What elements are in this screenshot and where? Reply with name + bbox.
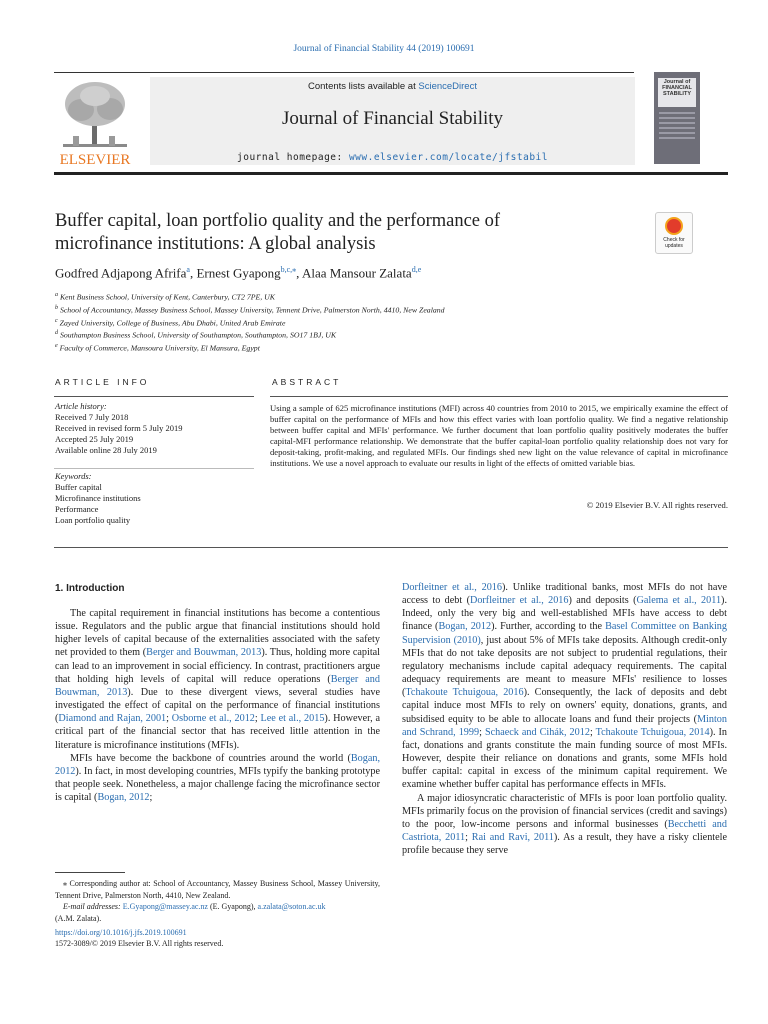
sciencedirect-link[interactable]: ScienceDirect: [418, 81, 477, 92]
journal-cover-image: [654, 72, 700, 164]
citation-link[interactable]: Berger and Bouwman, 2013: [146, 647, 262, 659]
cover-title: Journal of FINANCIAL STABILITY: [658, 78, 696, 107]
bookmark-icon: [665, 217, 683, 235]
author-affil-sup[interactable]: b,c,⁎: [280, 265, 297, 274]
citation-link[interactable]: Bogan, 2012: [438, 621, 492, 633]
affiliation: $^a$ Kent Business School, University of Kent, Canterbury, CT2 7PE, UK: [55, 292, 276, 302]
citation-link[interactable]: Dorfleitner et al., 2016: [469, 595, 569, 607]
citation-link[interactable]: Bogan, 2012: [97, 792, 150, 804]
author-name[interactable]: Ernest Gyapong: [196, 265, 281, 281]
article-title: [55, 210, 615, 256]
keyword: Loan portfolio quality: [55, 515, 131, 525]
footnote-divider: [55, 872, 125, 873]
text-run: ). In fact, in most developing countries, MFIs typify the banking prototype that people seek. Nonetheless, a major challenge facing the microfinance sector is capital (: [55, 765, 380, 804]
publisher-wordmark: ELSEVIER: [59, 152, 131, 168]
affiliation: $^c$ Zayed University, College of Business, Abu Dhabi, United Arab Emirate: [55, 317, 286, 328]
header-divider: [54, 172, 728, 175]
divider: [54, 72, 634, 73]
history-item: Accepted 25 July 2019: [55, 434, 134, 444]
keyword: Buffer capital: [55, 482, 102, 492]
divider: [54, 396, 254, 397]
text-run: ). Indeed, only the very big and well-established MFIs have access to debt finance (: [402, 595, 727, 633]
email-label: E-mail addresses:: [63, 902, 123, 911]
contents-line: [150, 81, 635, 92]
text-run: The capital requirement in financial institutions has become a contentious issue. Regulators and the public argue that financial institutions should hold higher levels of capital because of the externalities associated with the safety net provided to them (: [55, 608, 380, 659]
citation-link[interactable]: Dorfleitner et al., 2016: [402, 582, 502, 593]
citation-link[interactable]: Berger and Bouwman, 2013: [55, 673, 380, 698]
author-list: Godfred Adjapong Afrifa$^a$, Ernest Gyapong$^{b,c,⁎}$, Alaa Mansour Zalata$^{d,e}$: [55, 265, 422, 281]
paragraph: [402, 792, 727, 858]
citation-link[interactable]: Tchakoute Tchuigoua, 2016: [405, 687, 524, 699]
text-run: ;: [149, 792, 153, 804]
history-item: Available online 28 July 2019: [55, 445, 157, 455]
keyword: Performance: [55, 504, 99, 514]
affiliation: $^b$ School of Accountancy, Massey Business School, Massey University, Tennent Drive, Palmerston North, 4410, New Zealand: [55, 304, 445, 315]
corresponding-author-note: ⁎ Corresponding author at: School of Accountancy, Massey Business School, Massey University, Tennent Drive, Palmerston North, 4410, New Zealand.: [55, 879, 380, 900]
doi-block: [55, 927, 223, 949]
history-item: Received in revised form 5 July 2019: [55, 423, 183, 433]
text-run: ). In fact, donations and grants constitute the main funding source of most MFIs. However, despite their reliance on donations and grants, some MFIs hold buffer capital: capital in excess of the minimum capital requirement. We examine whether buffer capital has performance effects in MFIs.: [402, 726, 728, 791]
author-affil-sup[interactable]: d,e: [411, 265, 422, 274]
cover-decoration: [659, 112, 695, 142]
email-link[interactable]: a.zalata@soton.ac.uk: [257, 902, 326, 911]
email-owner: (E. Gyapong),: [207, 902, 258, 911]
citation-link[interactable]: Diamond and Rajan, 2001: [58, 713, 167, 725]
divider: [54, 468, 254, 469]
author-name[interactable]: Alaa Mansour Zalata: [301, 265, 412, 281]
homepage-prefix: journal homepage:: [237, 152, 349, 163]
doi-link[interactable]: https://doi.org/10.1016/j.jfs.2019.100691: [55, 928, 187, 937]
keyword: Microfinance institutions: [55, 493, 141, 503]
citation-link[interactable]: Basel Committee on Banking Supervision (2010): [402, 621, 727, 646]
journal-reference[interactable]: Journal of Financial Stability 44 (2019) 100691: [293, 44, 475, 54]
author-name[interactable]: Godfred Adjapong Afrifa: [55, 265, 187, 281]
issn-copyright: 1572-3089/© 2019 Elsevier B.V. All rights reserved.: [55, 939, 224, 948]
text-run: ). Unlike traditional banks, most MFIs do not have access to debt (: [402, 582, 727, 607]
abstract-copyright: © 2019 Elsevier B.V. All rights reserved.: [586, 500, 728, 510]
title-line-2: microfinance institutions: A global analysis: [55, 234, 376, 254]
email-link[interactable]: E.Gyapong@massey.ac.nz: [122, 902, 208, 911]
keywords: [55, 471, 255, 526]
homepage-line: [150, 152, 635, 163]
citation-link[interactable]: Tchakoute Tchuigoua, 2014: [595, 726, 710, 738]
homepage-link[interactable]: www.elsevier.com/locate/jfstabil: [348, 152, 548, 163]
paragraph: [402, 581, 727, 792]
footnote: [55, 878, 380, 924]
text-run: ;: [254, 713, 261, 725]
abstract-text: Using a sample of 625 microfinance institutions (MFI) across 40 countries from 2010 to 2015, we empirically examine the effect of buffer capital on the performance of MFIs and how this effect varies with loan portfolio quality. We find a negative relationship between buffer capital and MFIs' performance. We further document that loan portfolio quality positively moderates the buffer capital-MFI performance relationship. We demonstrate that the buffer capital-loan portfolio quality relationship does not vary for deposit-taking, profit-making, and regulated MFIs. Our findings shed new light on the value relevance of capital in microfinance institutions. We use a novel approach to evaluate our results in light of the effects of omitted variable bias.: [270, 403, 728, 468]
author-affil-sup[interactable]: a: [186, 265, 190, 274]
text-run: ). However, a critical part of the financial sector that has received little attention in the literature is microfinance institutions (MFIs).: [55, 713, 380, 751]
contents-prefix: Contents lists available at: [308, 81, 419, 92]
text-run: ). Further, according to the: [491, 621, 606, 633]
section-heading: 1. Introduction: [55, 583, 125, 594]
citation-link[interactable]: Minton and Schrand, 1999: [402, 713, 727, 738]
affiliation: $^d$ Southampton Business School, University of Southampton, Southampton, SO17 1BJ, UK: [55, 330, 337, 340]
citation-link[interactable]: Galema et al., 2011: [636, 595, 722, 607]
text-run: ;: [465, 831, 472, 843]
text-run: ). Thus, holding more capital can lead to an improvement in social efficiency. In contrast, practitioners argue that holding high levels of capital will reduce operations (: [55, 647, 381, 685]
abstract-heading: ABSTRACT: [272, 377, 342, 387]
text-run: A major idiosyncratic characteristic of MFIs is poor loan portfolio quality. MFIs primarily focus on the provision of financial services (credit and savings) to the poor, low-income persons and informal businesses (: [402, 792, 727, 830]
paragraph: [55, 752, 380, 805]
text-run: ;: [479, 726, 485, 738]
article-info-heading: ARTICLE INFO: [55, 377, 150, 387]
affiliation-list: [55, 290, 445, 354]
affiliation: $^e$ Faculty of Commerce, Mansoura University, El Mansura, Egypt: [55, 343, 260, 353]
email-owner: (A.M. Zalata).: [55, 913, 102, 923]
journal-title: Journal of Financial Stability: [281, 108, 504, 129]
title-line-1: Buffer capital, loan portfolio quality and the performance of: [55, 211, 501, 231]
body-column-right: [402, 581, 727, 857]
citation-link[interactable]: Bogan, 2012: [55, 752, 380, 777]
citation-link[interactable]: Becchetti and Castriota, 2011: [402, 818, 727, 843]
text-run: , just about 5% of MFIs take deposits. Although credit-only MFIs that do not take deposits are not subject to prudential regulations, their regulatory mechanisms include capital adequacy requirements. The capital adequacy requirements are meant to measure MFIs' resilience to losses (: [402, 634, 727, 699]
citation-link[interactable]: Rai and Ravi, 2011: [471, 831, 554, 843]
text-run: ) and deposits (: [568, 595, 637, 607]
article-history: [55, 401, 255, 456]
paragraph: [55, 607, 380, 752]
text-run: ). Due to these divergent views, several studies have investigated the effect of capital on the performance of financial institutions (: [55, 686, 380, 725]
citation-link[interactable]: Schaeck and Cihák, 2012: [484, 726, 590, 738]
divider: [54, 547, 728, 548]
text-run: ). As a result, they have a risky clientele profile because they serve: [402, 831, 727, 857]
check-for-updates-button[interactable]: [655, 212, 693, 254]
divider: [270, 396, 728, 397]
history-label: Article history:: [55, 401, 107, 411]
citation-link[interactable]: Osborne et al., 2012: [171, 713, 255, 725]
citation-link[interactable]: Lee et al., 2015: [260, 713, 325, 725]
text-run: ;: [166, 713, 172, 725]
keywords-label: Keywords:: [55, 471, 92, 481]
check-updates-label: Check for updates: [663, 237, 685, 249]
text-run: ;: [589, 726, 596, 738]
elsevier-logo: [55, 76, 135, 168]
text-run: ). Consequently, the lack of deposits and debt capital induce most MFIs to rely on owners' equity, donations, grants, and subsidised equity to be able to allocate loans and fund their projects (: [402, 687, 727, 725]
history-item: Received 7 July 2018: [55, 412, 129, 422]
text-run: MFIs have become the backbone of countries around the world (: [70, 752, 351, 764]
body-column-left: [55, 607, 380, 804]
